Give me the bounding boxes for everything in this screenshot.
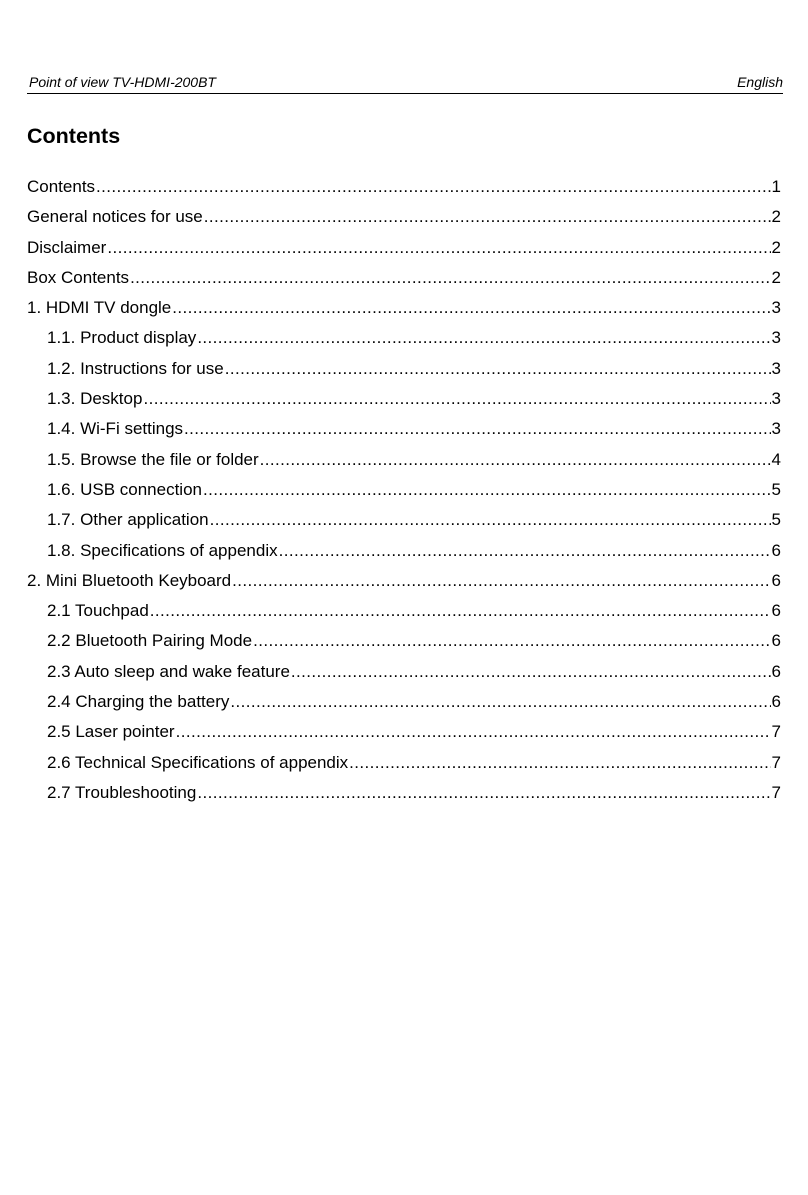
header-document-title: Point of view TV-HDMI-200BT — [29, 74, 216, 90]
toc-dot-leader — [197, 325, 770, 351]
toc-dot-leader — [232, 568, 770, 594]
toc-entry-page-number: 2 — [771, 237, 781, 257]
header-language: English — [737, 74, 783, 90]
toc-entry-page-number: 7 — [771, 722, 781, 742]
toc-entry-page-number: 3 — [771, 358, 781, 378]
toc-dot-leader — [230, 689, 770, 715]
toc-entry-page-number: 7 — [771, 752, 781, 772]
toc-dot-leader — [291, 659, 771, 685]
toc-entry[interactable] — [27, 174, 781, 204]
toc-entry-page-number: 6 — [771, 631, 781, 651]
toc-entry-page-number: 3 — [771, 419, 781, 439]
toc-dot-leader — [172, 295, 770, 321]
toc-entry-label: Disclaimer — [27, 237, 107, 257]
table-of-contents — [27, 174, 781, 810]
page-title: Contents — [27, 124, 121, 148]
toc-dot-leader — [225, 356, 771, 382]
toc-dot-leader — [130, 265, 770, 291]
toc-dot-leader — [253, 628, 770, 654]
toc-entry-page-number: 7 — [771, 782, 781, 802]
toc-entry-label: 1.2. Instructions for use — [47, 358, 224, 378]
toc-dot-leader — [184, 416, 770, 442]
toc-entry-label: 1.8. Specifications of appendix — [47, 540, 278, 560]
toc-entry-page-number: 6 — [771, 692, 781, 712]
toc-entry[interactable] — [27, 538, 781, 568]
toc-entry-page-number: 2 — [771, 207, 781, 227]
toc-entry[interactable] — [27, 598, 781, 628]
toc-entry-label: 1.6. USB connection — [47, 479, 202, 499]
toc-entry-page-number: 4 — [771, 449, 781, 469]
toc-entry[interactable] — [27, 235, 781, 265]
toc-entry-label: 2.6 Technical Specifications of appendix — [47, 752, 349, 772]
toc-entry-label: 2.1 Touchpad — [47, 601, 149, 621]
toc-entry[interactable] — [27, 568, 781, 598]
toc-entry[interactable] — [27, 416, 781, 446]
toc-dot-leader — [349, 750, 770, 776]
toc-entry-label: 2.4 Charging the battery — [47, 692, 230, 712]
toc-dot-leader — [204, 204, 771, 230]
toc-entry[interactable] — [27, 325, 781, 355]
toc-entry[interactable] — [27, 265, 781, 295]
toc-entry-page-number: 6 — [771, 570, 781, 590]
toc-entry-label: 1. HDMI TV dongle — [27, 298, 172, 318]
toc-dot-leader — [260, 447, 771, 473]
toc-entry-label: 1.5. Browse the file or folder — [47, 449, 259, 469]
toc-dot-leader — [197, 780, 770, 806]
toc-entry[interactable] — [27, 507, 781, 537]
toc-entry-label: 2.2 Bluetooth Pairing Mode — [47, 631, 253, 651]
toc-entry-label: Contents — [27, 177, 96, 196]
toc-entry-label: 2.3 Auto sleep and wake feature — [47, 661, 290, 681]
toc-entry[interactable] — [27, 719, 781, 749]
toc-entry-label: 1.3. Desktop — [47, 389, 143, 409]
toc-entry-page-number: 5 — [771, 479, 781, 499]
toc-entry-page-number: 6 — [771, 661, 781, 681]
toc-entry[interactable] — [27, 628, 781, 658]
toc-dot-leader — [150, 598, 771, 624]
toc-entry-page-number: 2 — [771, 267, 781, 287]
toc-entry-label: 1.4. Wi-Fi settings — [47, 419, 184, 439]
toc-dot-leader — [176, 719, 771, 745]
toc-entry[interactable] — [27, 356, 781, 386]
toc-entry-label: General notices for use — [27, 207, 203, 227]
toc-entry[interactable] — [27, 204, 781, 234]
toc-entry-page-number: 6 — [771, 540, 781, 560]
toc-dot-leader — [96, 174, 770, 200]
toc-dot-leader — [107, 235, 770, 261]
toc-entry[interactable] — [27, 477, 781, 507]
toc-entry[interactable] — [27, 750, 781, 780]
toc-entry-label: 1.1. Product display — [47, 328, 197, 348]
toc-entry-page-number: 3 — [771, 328, 781, 348]
toc-entry-label: 2.7 Troubleshooting — [47, 782, 197, 802]
toc-entry[interactable] — [27, 386, 781, 416]
toc-dot-leader — [143, 386, 770, 412]
toc-entry[interactable] — [27, 447, 781, 477]
toc-entry[interactable] — [27, 689, 781, 719]
toc-entry-label: 2. Mini Bluetooth Keyboard — [27, 570, 232, 590]
toc-entry-page-number: 5 — [771, 510, 781, 530]
toc-entry-label: Box Contents — [27, 267, 130, 287]
toc-entry[interactable] — [27, 780, 781, 810]
toc-entry-page-number: 1 — [771, 177, 781, 196]
page-header — [27, 73, 783, 94]
toc-entry-label: 1.7. Other application — [47, 510, 209, 530]
toc-entry-page-number: 3 — [771, 298, 781, 318]
toc-dot-leader — [203, 477, 771, 503]
toc-dot-leader — [279, 538, 771, 564]
toc-entry-page-number: 3 — [771, 389, 781, 409]
toc-entry-page-number: 6 — [771, 601, 781, 621]
toc-dot-leader — [210, 507, 771, 533]
toc-entry[interactable] — [27, 659, 781, 689]
toc-entry[interactable] — [27, 295, 781, 325]
toc-entry-label: 2.5 Laser pointer — [47, 722, 175, 742]
